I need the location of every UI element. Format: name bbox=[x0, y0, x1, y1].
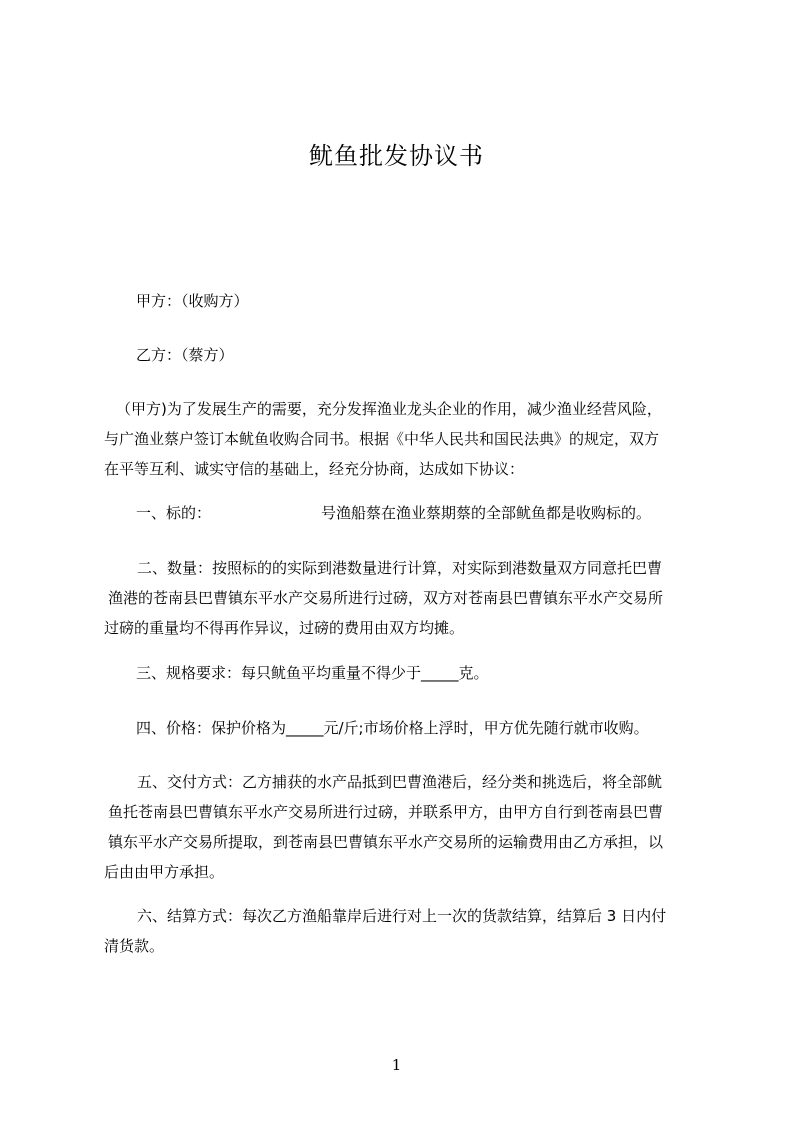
clause-6-line-2: 清货款。 bbox=[104, 937, 165, 955]
clause-6-line-1: 六、结算方式：每次乙方渔船靠岸后进行对上一次的货款结算，结算后 3 日内付 bbox=[137, 907, 667, 925]
clause-5-line-2: 鱼托苍南县巴曹镇东平水产交易所进行过磅，并联系甲方，由甲方自行到苍南县巴曹 bbox=[108, 803, 664, 821]
clause-3: 三、规格要求：每只鱿鱼平均重量不得少于_____克。 bbox=[136, 664, 489, 682]
clause-5-paragraph bbox=[104, 767, 704, 887]
party-b-line: 乙方：（蔡方） bbox=[136, 346, 234, 364]
clause-1-label: 一、标的： bbox=[136, 504, 212, 522]
clause-2-line-3: 过磅的重量均不得再作异议，过磅的费用由双方均摊。 bbox=[104, 619, 465, 637]
document-title: 鱿鱼批发协议书 bbox=[309, 142, 484, 170]
page-number: 1 bbox=[391, 1056, 402, 1074]
clause-1 bbox=[136, 498, 651, 528]
intro-paragraph bbox=[104, 394, 704, 484]
intro-line-1: （甲方)为了发展生产的需要，充分发挥渔业龙头企业的作用，减少渔业经营风险， bbox=[116, 400, 662, 418]
clause-2-line-2: 渔港的苍南县巴曹镇东平水产交易所进行过磅，双方对苍南县巴曹镇东平水产交易所 bbox=[108, 589, 664, 607]
clause-5-line-4: 后由由甲方承担。 bbox=[104, 863, 225, 881]
clause-2-paragraph bbox=[104, 553, 704, 643]
clause-6-paragraph bbox=[104, 901, 704, 961]
clause-2-line-1: 二、数量：按照标的的实际到港数量进行计算，对实际到港数量双方同意托巴曹 bbox=[137, 559, 663, 577]
intro-line-3: 在平等互利、诚实守信的基础上，经充分协商，达成如下协议： bbox=[104, 460, 525, 478]
clause-5-line-1: 五、交付方式：乙方捕获的水产品抵到巴曹渔港后，经分类和挑选后，将全部鱿 bbox=[137, 773, 663, 791]
clause-4: 四、价格：保护价格为_____元/斤;市场价格上浮时，甲方优先随行就市收购。 bbox=[136, 719, 649, 737]
clause-1-text: 号渔船蔡在渔业蔡期蔡的全部鱿鱼都是收购标的。 bbox=[321, 504, 652, 522]
clause-5-line-3: 镇东平水产交易所提取，到苍南县巴曹镇东平水产交易所的运输费用由乙方承担，以 bbox=[108, 833, 664, 851]
party-a-line: 甲方：（收购方） bbox=[136, 292, 249, 310]
intro-line-2: 与广渔业蔡户签订本鱿鱼收购合同书。根据《中华人民共和国民法典》的规定，双方 bbox=[104, 430, 660, 448]
